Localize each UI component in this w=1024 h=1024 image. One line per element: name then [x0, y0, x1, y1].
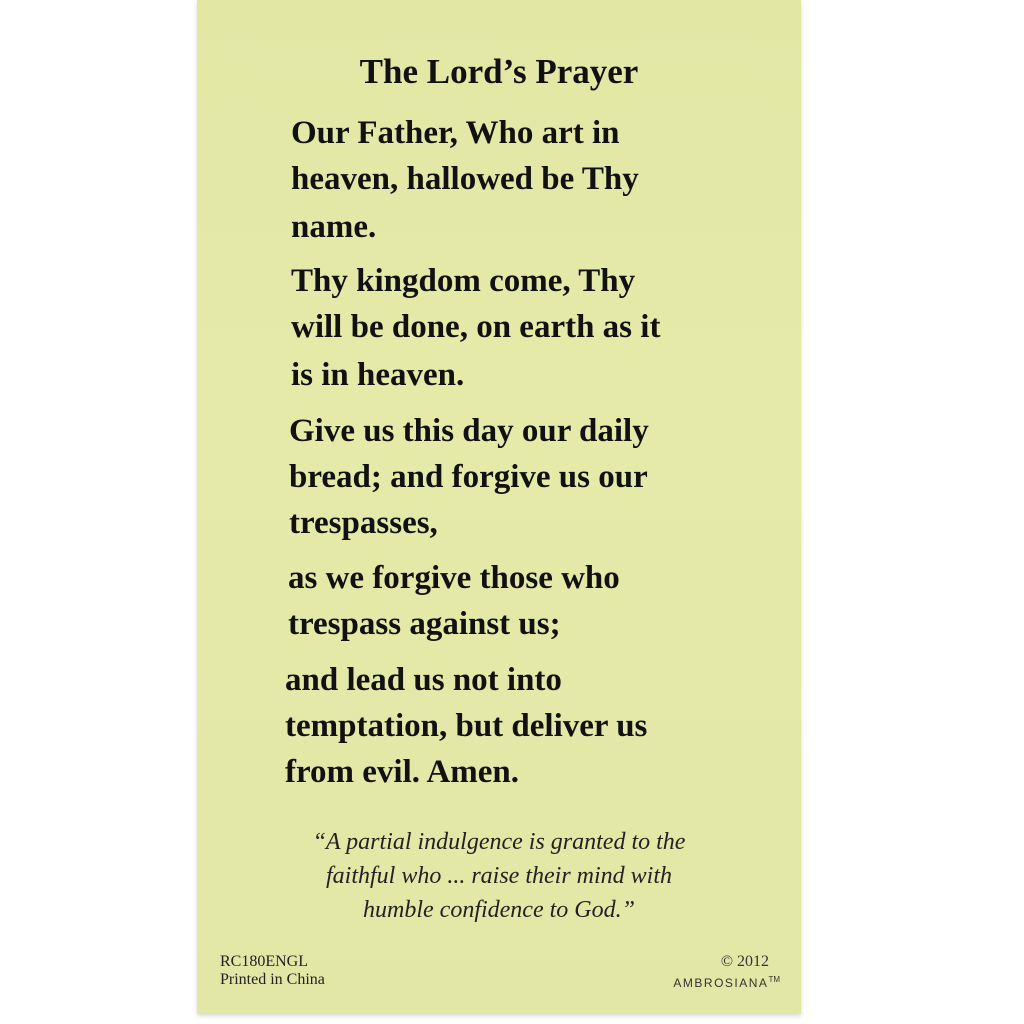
indulgence-quote [197, 825, 801, 927]
printed-in: Printed in China [220, 971, 325, 988]
stanza-line: is in heaven. [291, 357, 465, 393]
stanza-line: Our Father, Who art in [291, 115, 620, 151]
quote-line: “A partial indulgence is granted to the [312, 829, 686, 855]
product-info [220, 953, 325, 989]
copyright-notice: © 2012 [720, 953, 769, 970]
stanza-3 [289, 408, 649, 546]
trademark-mark: TM [768, 975, 780, 984]
stanza-line: bread; and forgive us our [289, 459, 648, 495]
stanza-line: Give us this day our daily [289, 413, 649, 449]
stanza-line: trespasses, [289, 505, 438, 541]
stanza-line: trespass against us; [288, 606, 561, 642]
brand-name: AMBROSIANA [673, 976, 769, 990]
stanza-line: name. [291, 209, 377, 245]
quote-line: humble confidence to God.” [363, 897, 635, 923]
stanza-5 [285, 657, 647, 795]
stanza-line: from evil. Amen. [285, 754, 520, 790]
stanza-2 [291, 258, 660, 398]
stanza-line: will be done, on earth as it [291, 309, 661, 345]
prayer-card [197, 0, 801, 1014]
product-code: RC180ENGL [220, 953, 308, 970]
stanza-4 [288, 555, 620, 647]
stanza-line: as we forgive those who [288, 560, 620, 596]
stanza-line: temptation, but deliver us [285, 708, 648, 744]
stanza-1 [291, 110, 639, 250]
brand-logo [673, 975, 780, 990]
stanza-line: and lead us not into [285, 662, 562, 698]
stanza-line: heaven, hallowed be Thy [291, 161, 639, 197]
quote-line: faithful who ... raise their mind with [325, 863, 673, 889]
stanza-line: Thy kingdom come, Thy [291, 263, 636, 299]
prayer-title: The Lord’s Prayer [359, 52, 639, 91]
